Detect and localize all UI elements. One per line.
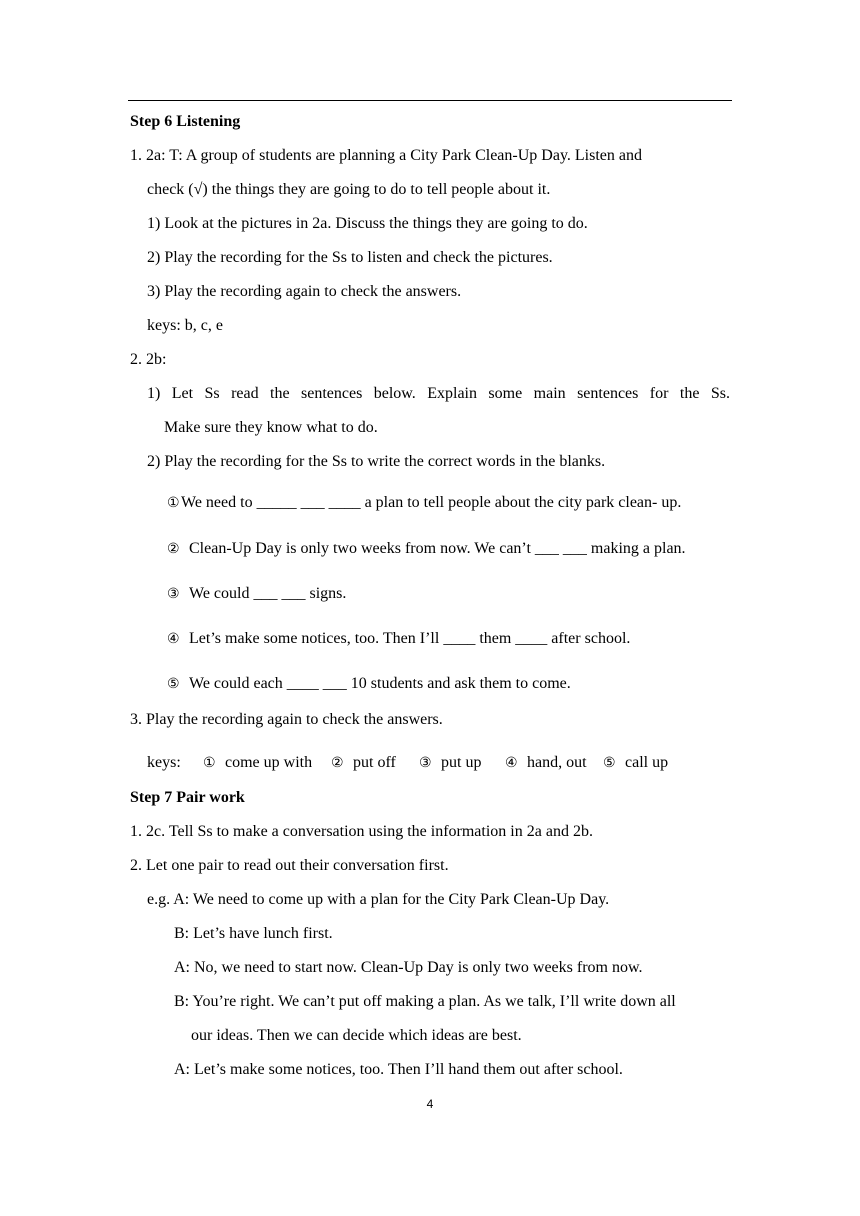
dialog-line-2: B: Let’s have lunch first. <box>174 925 333 942</box>
blank-sentence-4 <box>167 629 630 650</box>
dialog-line-4-cont: our ideas. Then we can decide which ideas are best. <box>191 1027 522 1044</box>
circled-number: ⑤ <box>167 677 180 692</box>
key-1 <box>203 753 312 774</box>
key-text: put off <box>353 754 396 771</box>
circled-number: ③ <box>167 587 180 602</box>
step6-item1-line2: check (√) the things they are going to do to tell people about it. <box>147 181 551 198</box>
circled-number: ③ <box>419 756 432 771</box>
key-text: hand, out <box>527 754 587 771</box>
blank-sentence-text: We could each ____ ___ 10 students and ask them to come. <box>189 675 571 692</box>
blank-sentence-text: Let’s make some notices, too. Then I’ll ____ them ____ after school. <box>189 630 631 647</box>
blank-sentence-3 <box>167 584 346 605</box>
step6-item1-sub3: 3) Play the recording again to check the answers. <box>147 283 462 300</box>
blank-sentence-text: Clean-Up Day is only two weeks from now. We can’t ___ ___ making a plan. <box>189 540 686 557</box>
page-number: 4 <box>426 1097 434 1111</box>
key-3 <box>419 753 481 774</box>
blank-sentence-text: We need to _____ ___ ____ a plan to tell people about the city park clean- up. <box>181 494 682 511</box>
blank-sentence-2 <box>167 539 686 560</box>
circled-number: ① <box>167 496 180 511</box>
dialog-line-3: A: No, we need to start now. Clean-Up Day is only two weeks from now. <box>174 959 643 976</box>
step7-item2: 2. Let one pair to read out their conversation first. <box>130 857 449 874</box>
step6-item2-sub1-line1: 1) Let Ss read the sentences below. Explain some main sentences for the Ss. <box>147 385 730 402</box>
key-text: put up <box>441 754 482 771</box>
step6-item1-keys: keys: b, c, e <box>147 317 223 334</box>
circled-number: ④ <box>167 632 180 647</box>
step6-item1-sub1: 1) Look at the pictures in 2a. Discuss the things they are going to do. <box>147 215 588 232</box>
step6-item1-sub2: 2) Play the recording for the Ss to listen and check the pictures. <box>147 249 553 266</box>
circled-number: ② <box>331 756 344 771</box>
key-5 <box>603 753 668 774</box>
circled-number: ④ <box>505 756 518 771</box>
header-rule <box>128 100 732 101</box>
step6-item1-line1: 1. 2a: T: A group of students are planning a City Park Clean-Up Day. Listen and <box>130 147 642 164</box>
circled-number: ⑤ <box>603 756 616 771</box>
step6-heading: Step 6 Listening <box>130 113 241 130</box>
step7-heading: Step 7 Pair work <box>130 789 245 806</box>
circled-number: ① <box>203 756 216 771</box>
blank-sentence-1 <box>167 493 681 514</box>
step7-item1: 1. 2c. Tell Ss to make a conversation using the information in 2a and 2b. <box>130 823 593 840</box>
dialog-line-1: e.g. A: We need to come up with a plan for the City Park Clean-Up Day. <box>147 891 610 908</box>
answer-keys <box>0 753 860 773</box>
key-text: call up <box>625 754 669 771</box>
step6-item2-sub2: 2) Play the recording for the Ss to write the correct words in the blanks. <box>147 453 606 470</box>
blank-sentence-5 <box>167 674 571 695</box>
circled-number: ② <box>167 542 180 557</box>
step6-item2: 2. 2b: <box>130 351 167 368</box>
dialog-line-5: A: Let’s make some notices, too. Then I’ll hand them out after school. <box>174 1061 623 1078</box>
key-text: come up with <box>225 754 313 771</box>
dialog-line-4: B: You’re right. We can’t put off making a plan. As we talk, I’ll write down all <box>174 993 676 1010</box>
key-4 <box>505 753 587 774</box>
key-2 <box>331 753 396 774</box>
step6-item2-sub1-line2: Make sure they know what to do. <box>164 419 378 436</box>
blank-sentence-text: We could ___ ___ signs. <box>189 585 347 602</box>
keys-label: keys: <box>147 754 181 771</box>
step6-item3: 3. Play the recording again to check the answers. <box>130 711 443 728</box>
